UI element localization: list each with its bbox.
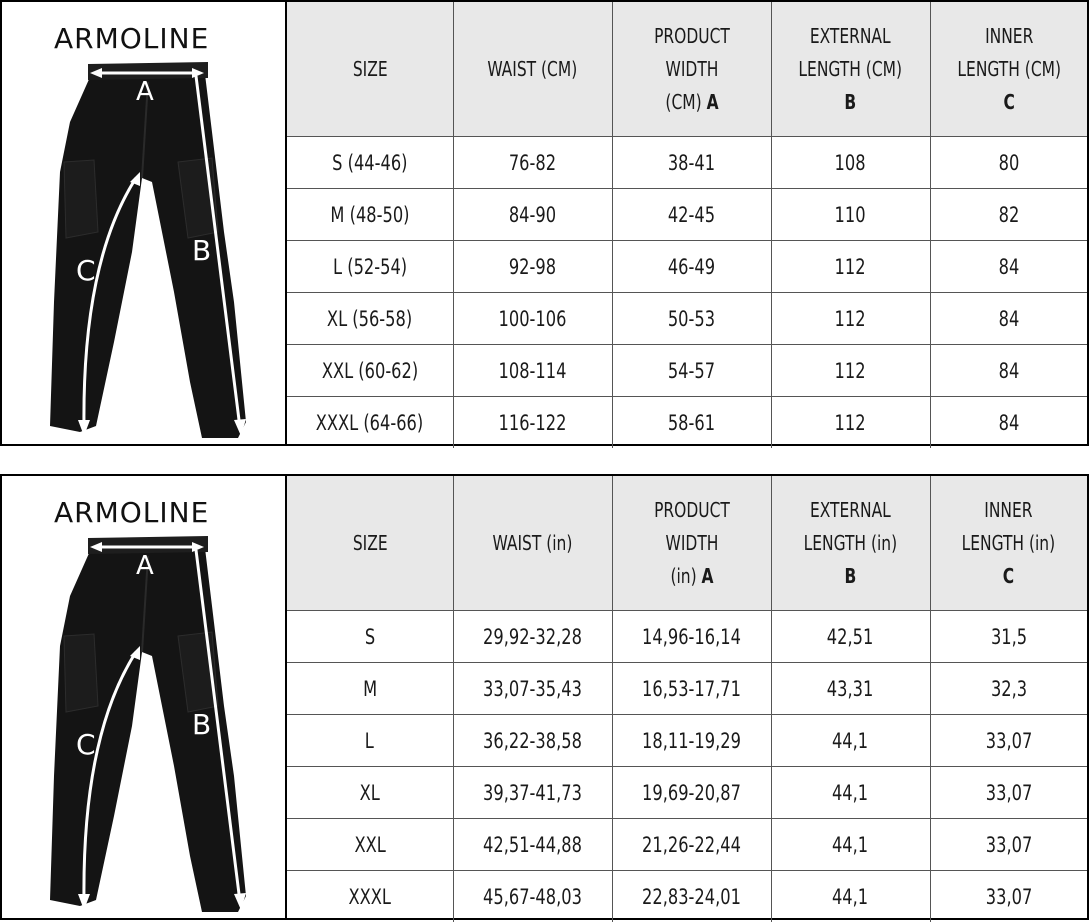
cell-product-width: 22,83-24,01 xyxy=(612,871,771,922)
cell-size: XXXL xyxy=(287,871,453,922)
cell-inner-length: 84 xyxy=(930,241,1087,293)
cell-inner-length: 33,07 xyxy=(930,871,1087,922)
table-row xyxy=(287,345,1087,397)
cell-waist: 108-114 xyxy=(453,345,612,397)
pants-diagram xyxy=(2,476,285,918)
cell-product-width: 16,53-17,71 xyxy=(612,663,771,715)
cell-external-length: 108 xyxy=(771,137,930,189)
cell-size: L (52-54) xyxy=(287,241,453,293)
brand-logo: ARMOLINE xyxy=(54,496,244,529)
cell-external-length: 44,1 xyxy=(771,715,930,767)
cell-waist: 100-106 xyxy=(453,293,612,345)
cell-size: S xyxy=(287,611,453,663)
cell-inner-length: 84 xyxy=(930,345,1087,397)
cell-product-width: 38-41 xyxy=(612,137,771,189)
cell-waist: 29,92-32,28 xyxy=(453,611,612,663)
cell-external-length: 44,1 xyxy=(771,819,930,871)
label-a: A xyxy=(136,77,154,107)
header-size: SIZE xyxy=(287,476,453,611)
header-inner-length: INNER LENGTH (in) C xyxy=(930,476,1087,611)
cell-external-length: 43,31 xyxy=(771,663,930,715)
label-c: C xyxy=(76,728,96,761)
table-row xyxy=(287,611,1087,663)
table-row xyxy=(287,189,1087,241)
cell-product-width: 58-61 xyxy=(612,397,771,449)
cell-product-width: 54-57 xyxy=(612,345,771,397)
cell-waist: 39,37-41,73 xyxy=(453,767,612,819)
cell-size: XXL (60-62) xyxy=(287,345,453,397)
cell-size: S (44-46) xyxy=(287,137,453,189)
table-row xyxy=(287,663,1087,715)
brand-logo: ARMOLINE xyxy=(54,22,244,55)
table-header-row xyxy=(287,2,1087,137)
cell-size: L xyxy=(287,715,453,767)
cell-size: XL xyxy=(287,767,453,819)
header-size: SIZE xyxy=(287,2,453,137)
cell-size: M (48-50) xyxy=(287,189,453,241)
cell-product-width: 18,11-19,29 xyxy=(612,715,771,767)
pants-diagram xyxy=(2,2,285,444)
label-c: C xyxy=(76,254,96,287)
cell-inner-length: 33,07 xyxy=(930,819,1087,871)
cell-external-length: 112 xyxy=(771,397,930,449)
cell-inner-length: 84 xyxy=(930,293,1087,345)
cell-size: XXL xyxy=(287,819,453,871)
cell-product-width: 42-45 xyxy=(612,189,771,241)
table-row xyxy=(287,397,1087,449)
cell-inner-length: 80 xyxy=(930,137,1087,189)
cell-size: XL (56-58) xyxy=(287,293,453,345)
cell-external-length: 44,1 xyxy=(771,767,930,819)
cell-waist: 36,22-38,58 xyxy=(453,715,612,767)
header-waist: WAIST (CM) xyxy=(453,2,612,137)
header-external-length: EXTERNAL LENGTH (in) B xyxy=(771,476,930,611)
table-row xyxy=(287,767,1087,819)
cell-inner-length: 31,5 xyxy=(930,611,1087,663)
pants-diagram-panel xyxy=(2,476,287,918)
label-a: A xyxy=(136,551,154,581)
label-b: B xyxy=(192,708,211,741)
cell-external-length: 112 xyxy=(771,241,930,293)
header-inner-length: INNER LENGTH (CM) C xyxy=(930,2,1087,137)
header-waist: WAIST (in) xyxy=(453,476,612,611)
cell-size: XXXL (64-66) xyxy=(287,397,453,449)
table-row xyxy=(287,137,1087,189)
cell-product-width: 19,69-20,87 xyxy=(612,767,771,819)
cell-waist: 42,51-44,88 xyxy=(453,819,612,871)
cell-waist: 45,67-48,03 xyxy=(453,871,612,922)
size-chart-inches xyxy=(0,474,1089,920)
table-row xyxy=(287,819,1087,871)
cell-external-length: 110 xyxy=(771,189,930,241)
cell-product-width: 46-49 xyxy=(612,241,771,293)
header-product-width: PRODUCT WIDTH (CM) A xyxy=(612,2,771,137)
header-product-width: PRODUCT WIDTH (in) A xyxy=(612,476,771,611)
cell-inner-length: 33,07 xyxy=(930,767,1087,819)
pants-diagram-panel xyxy=(2,2,287,444)
table-row xyxy=(287,715,1087,767)
cell-waist: 33,07-35,43 xyxy=(453,663,612,715)
cell-waist: 92-98 xyxy=(453,241,612,293)
cell-waist: 116-122 xyxy=(453,397,612,449)
table-row xyxy=(287,871,1087,922)
cell-external-length: 112 xyxy=(771,345,930,397)
cell-external-length: 42,51 xyxy=(771,611,930,663)
table-row xyxy=(287,293,1087,345)
cell-product-width: 14,96-16,14 xyxy=(612,611,771,663)
size-table-cm xyxy=(287,2,1087,448)
cell-inner-length: 82 xyxy=(930,189,1087,241)
table-header-row xyxy=(287,476,1087,611)
cell-inner-length: 33,07 xyxy=(930,715,1087,767)
header-external-length: EXTERNAL LENGTH (CM) B xyxy=(771,2,930,137)
label-b: B xyxy=(192,234,211,267)
size-table-inches xyxy=(287,476,1087,922)
cell-inner-length: 84 xyxy=(930,397,1087,449)
cell-size: M xyxy=(287,663,453,715)
cell-product-width: 21,26-22,44 xyxy=(612,819,771,871)
table-row xyxy=(287,241,1087,293)
cell-inner-length: 32,3 xyxy=(930,663,1087,715)
cell-product-width: 50-53 xyxy=(612,293,771,345)
size-chart-cm xyxy=(0,0,1089,446)
cell-waist: 76-82 xyxy=(453,137,612,189)
cell-external-length: 44,1 xyxy=(771,871,930,922)
cell-external-length: 112 xyxy=(771,293,930,345)
cell-waist: 84-90 xyxy=(453,189,612,241)
